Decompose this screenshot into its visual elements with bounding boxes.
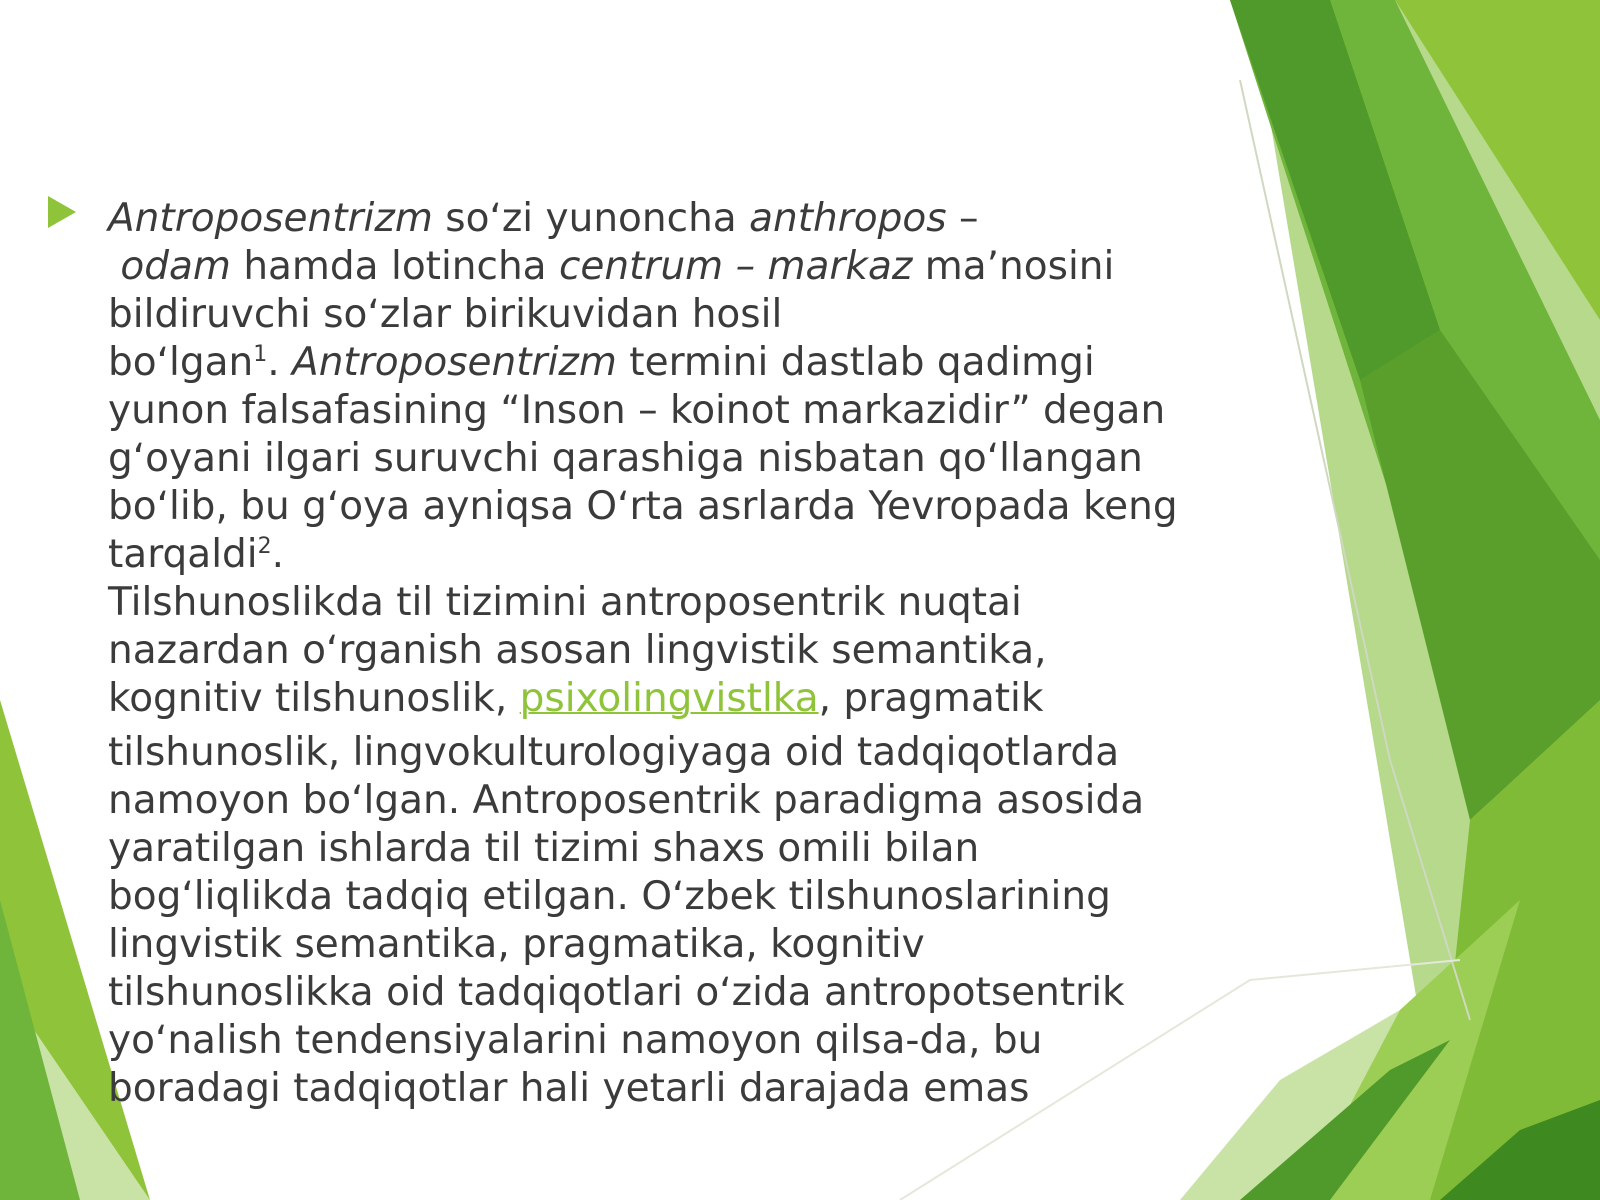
text-line-9: Tilshunoslikda til tizimini antroposentrik nuqtai <box>108 580 1022 625</box>
text-line-1: Antroposentrizm so‘zi yunoncha anthropos – <box>108 196 979 241</box>
footnote-ref-1: 1 <box>253 342 268 367</box>
text-line-14: yaratilgan ishlarda til tizimi shaxs omili bilan <box>108 826 980 871</box>
slide-paragraph <box>108 195 1258 1113</box>
text-line-6: g‘oyani ilgari suruvchi qarashiga nisbatan qo‘llangan <box>108 436 1143 481</box>
text-line-5: yunon falsafasining “Inson – koinot markazidir” degan <box>108 388 1166 433</box>
text-line-7: bo‘lib, bu g‘oya ayniqsa O‘rta asrlarda Yevropada keng <box>108 484 1178 529</box>
text-line-15: bog‘liqlikda tadqiq etilgan. O‘zbek tilshunoslarining <box>108 874 1111 919</box>
text-line-12: tilshunoslik, lingvokulturologiyaga oid tadqiqotlarda <box>108 730 1120 775</box>
text-line-16: lingvistik semantika, pragmatika, kognitiv <box>108 922 925 967</box>
text-line-10: nazardan o‘rganish asosan lingvistik semantika, <box>108 628 1047 673</box>
text-line-19: boradagi tadqiqotlar hali yetarli darajada emas <box>108 1066 1030 1111</box>
text-line-13: namoyon bo‘lgan. Antroposentrik paradigma asosida <box>108 778 1145 823</box>
text-line-17: tilshunoslikka oid tadqiqotlari o‘zida antropotsentrik <box>108 970 1125 1015</box>
text-line-4: bo‘lgan$^1$. Antroposentrizm termini dastlab qadimgi <box>108 340 1095 385</box>
text-line-11: kognitiv tilshunoslik, psixolingvistlka, pragmatik <box>108 676 1044 721</box>
text-line-3: bildiruvchi so‘zlar birikuvidan hosil <box>108 292 783 337</box>
text-line-8: tarqaldi$^2$. <box>108 532 285 577</box>
text-line-18: yo‘nalish tendensiyalarini namoyon qilsa-da, bu <box>108 1018 1043 1063</box>
text-line-2: odam hamda lotincha centrum – markaz ma’nosini <box>120 244 1115 289</box>
psixolingvistika-link[interactable]: psixolingvistlka <box>519 676 819 721</box>
footnote-ref-2: 2 <box>257 534 272 559</box>
bullet-triangle-icon <box>48 196 76 228</box>
